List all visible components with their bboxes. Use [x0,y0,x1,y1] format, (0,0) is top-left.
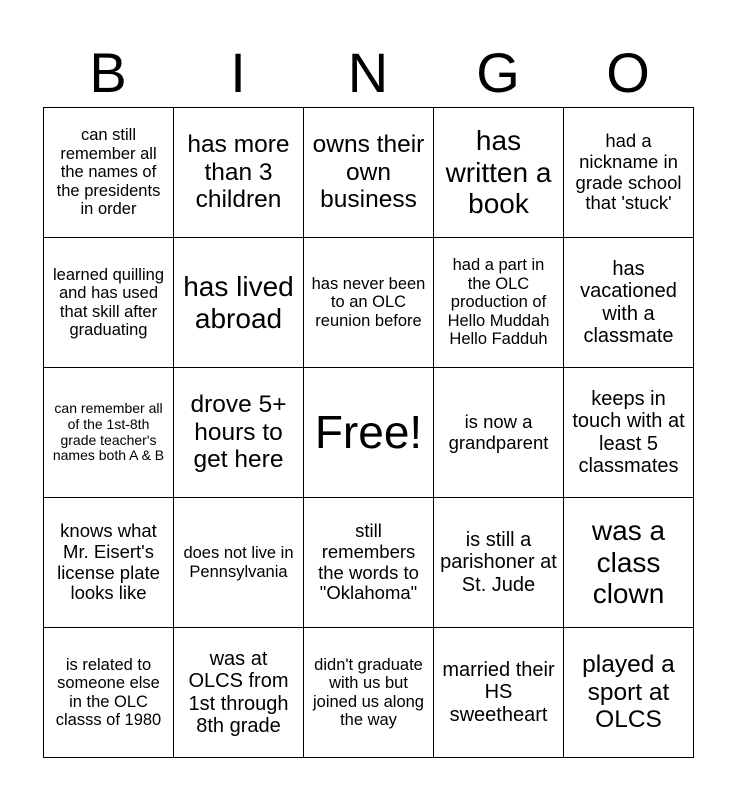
bingo-square[interactable]: is still a parishoner at St. Jude [434,498,564,628]
bingo-square[interactable]: learned quilling and has used that skill after graduating [44,238,174,368]
bingo-square[interactable]: has written a book [434,108,564,238]
bingo-square[interactable]: married their HS sweetheart [434,628,564,758]
bingo-square[interactable]: has never been to an OLC reunion before [304,238,434,368]
bingo-square[interactable]: can still remember all the names of the presidents in order [44,108,174,238]
bingo-square[interactable]: was a class clown [564,498,694,628]
bingo-square[interactable]: has more than 3 children [174,108,304,238]
card-row [44,628,694,758]
bingo-square[interactable]: still remembers the words to "Oklahoma" [304,498,434,628]
bingo-square[interactable]: owns their own business [304,108,434,238]
card-row [44,108,694,238]
card-row [44,238,694,368]
bingo-square[interactable]: knows what Mr. Eisert's license plate looks like [44,498,174,628]
bingo-square[interactable]: can remember all of the 1st-8th grade teacher's names both A & B [44,368,174,498]
card-row [44,498,694,628]
card-row [44,368,694,498]
bingo-square[interactable]: is related to someone else in the OLC classs of 1980 [44,628,174,758]
bingo-square[interactable]: has vacationed with a classmate [564,238,694,368]
bingo-square[interactable]: has lived abroad [174,238,304,368]
bingo-square[interactable]: drove 5+ hours to get here [174,368,304,498]
bingo-square[interactable]: had a part in the OLC production of Hello Muddah Hello Fadduh [434,238,564,368]
header-letter-o: O [606,41,650,104]
header-letter-g: G [476,41,520,104]
header-letter-b: B [89,41,127,104]
bingo-square[interactable]: keeps in touch with at least 5 classmates [564,368,694,498]
bingo-square[interactable]: had a nickname in grade school that 'stuck' [564,108,694,238]
bingo-square[interactable]: played a sport at OLCS [564,628,694,758]
bingo-square[interactable]: does not live in Pennsylvania [174,498,304,628]
bingo-square[interactable]: is now a grandparent [434,368,564,498]
bingo-header [43,38,693,108]
bingo-square[interactable]: was at OLCS from 1st through 8th grade [174,628,304,758]
bingo-card [43,107,694,758]
free-square[interactable]: Free! [304,368,434,498]
bingo-square[interactable]: didn't graduate with us but joined us along the way [304,628,434,758]
header-letter-n: N [347,41,389,104]
header-letter-i: I [230,41,246,104]
